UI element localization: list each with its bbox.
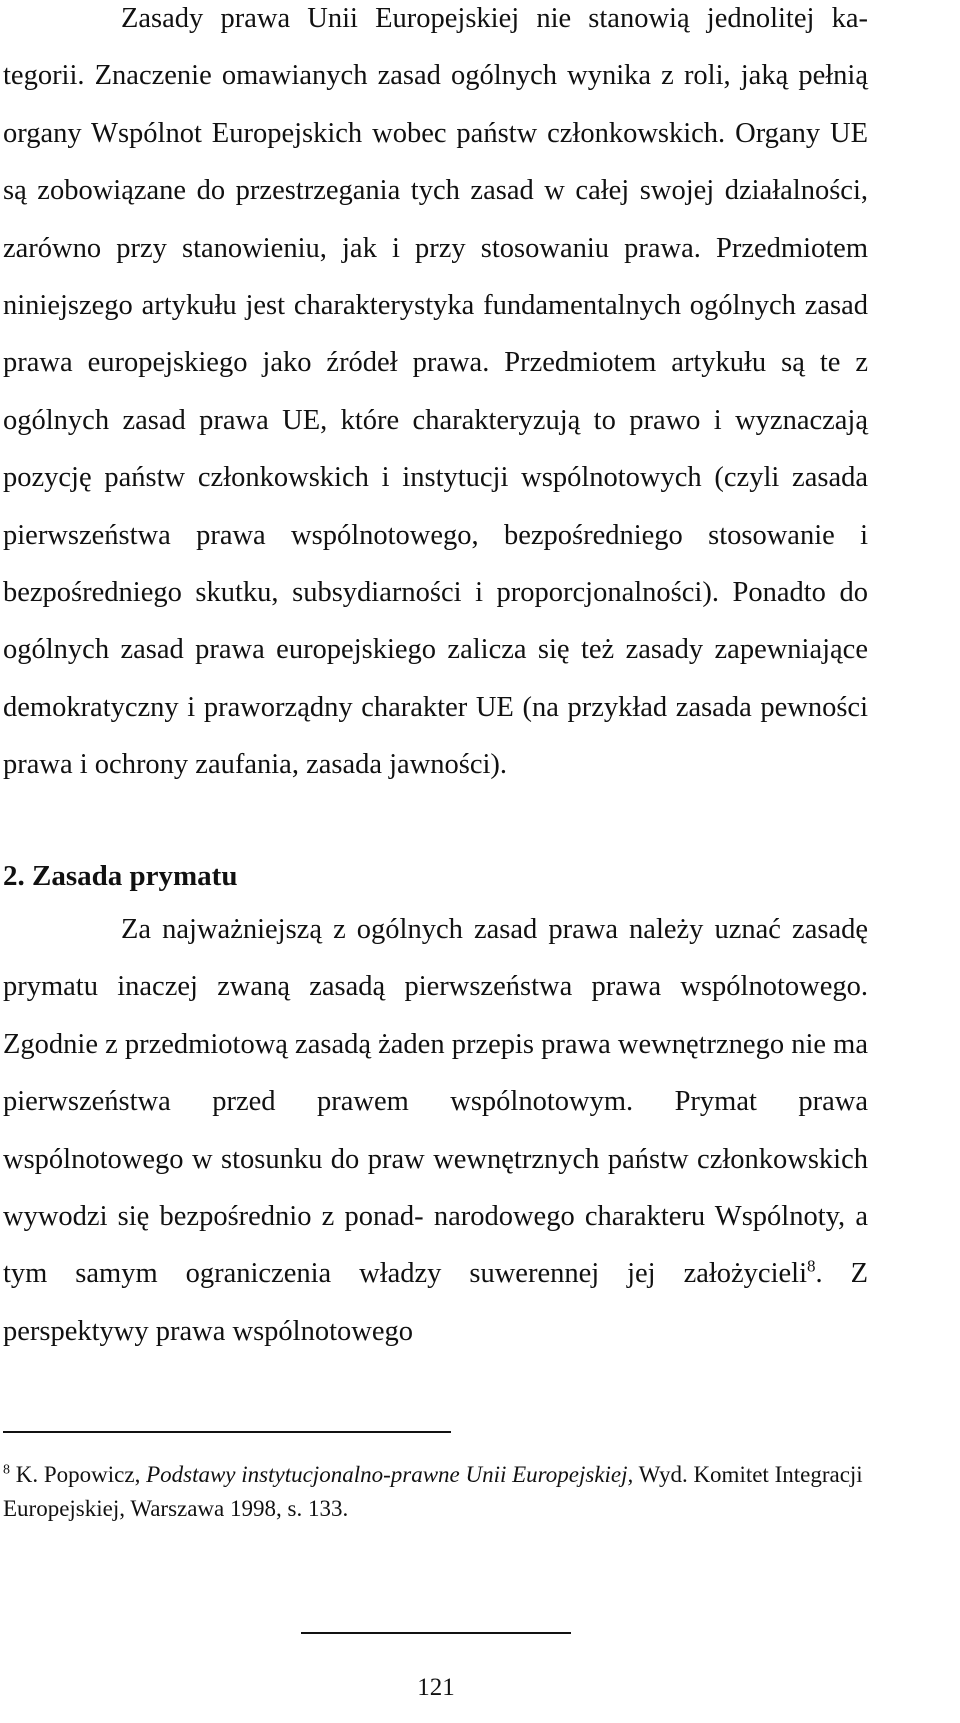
- footnote-reference: 8: [807, 1256, 816, 1276]
- footnote: [3, 1458, 868, 1526]
- primacy-paragraph-text: Za najważniejszą z ogólnych zasad prawa należy uznać zasadę prymatu inaczej zwaną zasadą pierwszeństwa prawa wspólnotowego. Zgodnie z przedmiotową zasadą żaden przepis prawa wewnętrznego nie ma pierwszeństwa przed prawem wspólnotowym. Prymat prawa wspólnotowego w stosunku do praw wewnętrznych państw członkowskich wywodzi się bezpośrednio z ponad- narodowego charakteru Wspólnoty, a tym samym ograniczenia władzy suwerennej jej założycieli: [3, 914, 868, 1290]
- primacy-paragraph-continuation: . Z perspektywy prawa wspólnotowego: [3, 1258, 868, 1347]
- footnote-title: Podstawy instytucjonalno-prawne Unii Europejskiej,: [146, 1462, 634, 1487]
- footnote-publisher: Wyd. Komitet Integracji Europejskiej, Warszawa 1998, s. 133.: [3, 1462, 863, 1521]
- primacy-paragraph: [3, 901, 868, 1360]
- footnote-separator: [3, 1431, 451, 1433]
- footnote-author: K. Popowicz,: [15, 1462, 147, 1487]
- footnote-marker: 8: [3, 1462, 10, 1478]
- page-number-separator: [301, 1632, 571, 1634]
- section-heading: 2. Zasada prymatu: [3, 860, 238, 892]
- page-number: 121: [417, 1674, 455, 1701]
- intro-paragraph: Zasady prawa Unii Europejskiej nie stanowią jednolitej kategorii. Znaczenie omawianych zasad ogólnych wynika z roli, jaką pełnią organy Wspólnot Europejskich wobec państw członkowskich. Organy UE są zobowiązane do przestrzegania tych zasad w całej swojej działalności, zarówno przy stanowieniu, jak i przy stosowaniu prawa. Przedmiotem niniejszego artykułu jest charakterystyka fundamentalnych ogólnych zasad prawa europejskiego jako źródeł prawa. Przedmiotem artykułu są te z ogólnych zasad prawa UE, które charakteryzują to prawo i wyznaczają pozycję państw członkowskich i instytucji wspólnotowych (czyli zasada pierwszeństwa prawa wspólnotowego, bezpośredniego stosowanie i bezpośredniego skutku, subsydiarności i proporcjonalności). Ponadto do ogólnych zasad prawa europejskiego zalicza się też zasady zapewniające demokratyczny i praworządny charakter UE (na przykład zasada pewności prawa i ochrony zaufania, zasada jawności).: [3, 3, 868, 781]
